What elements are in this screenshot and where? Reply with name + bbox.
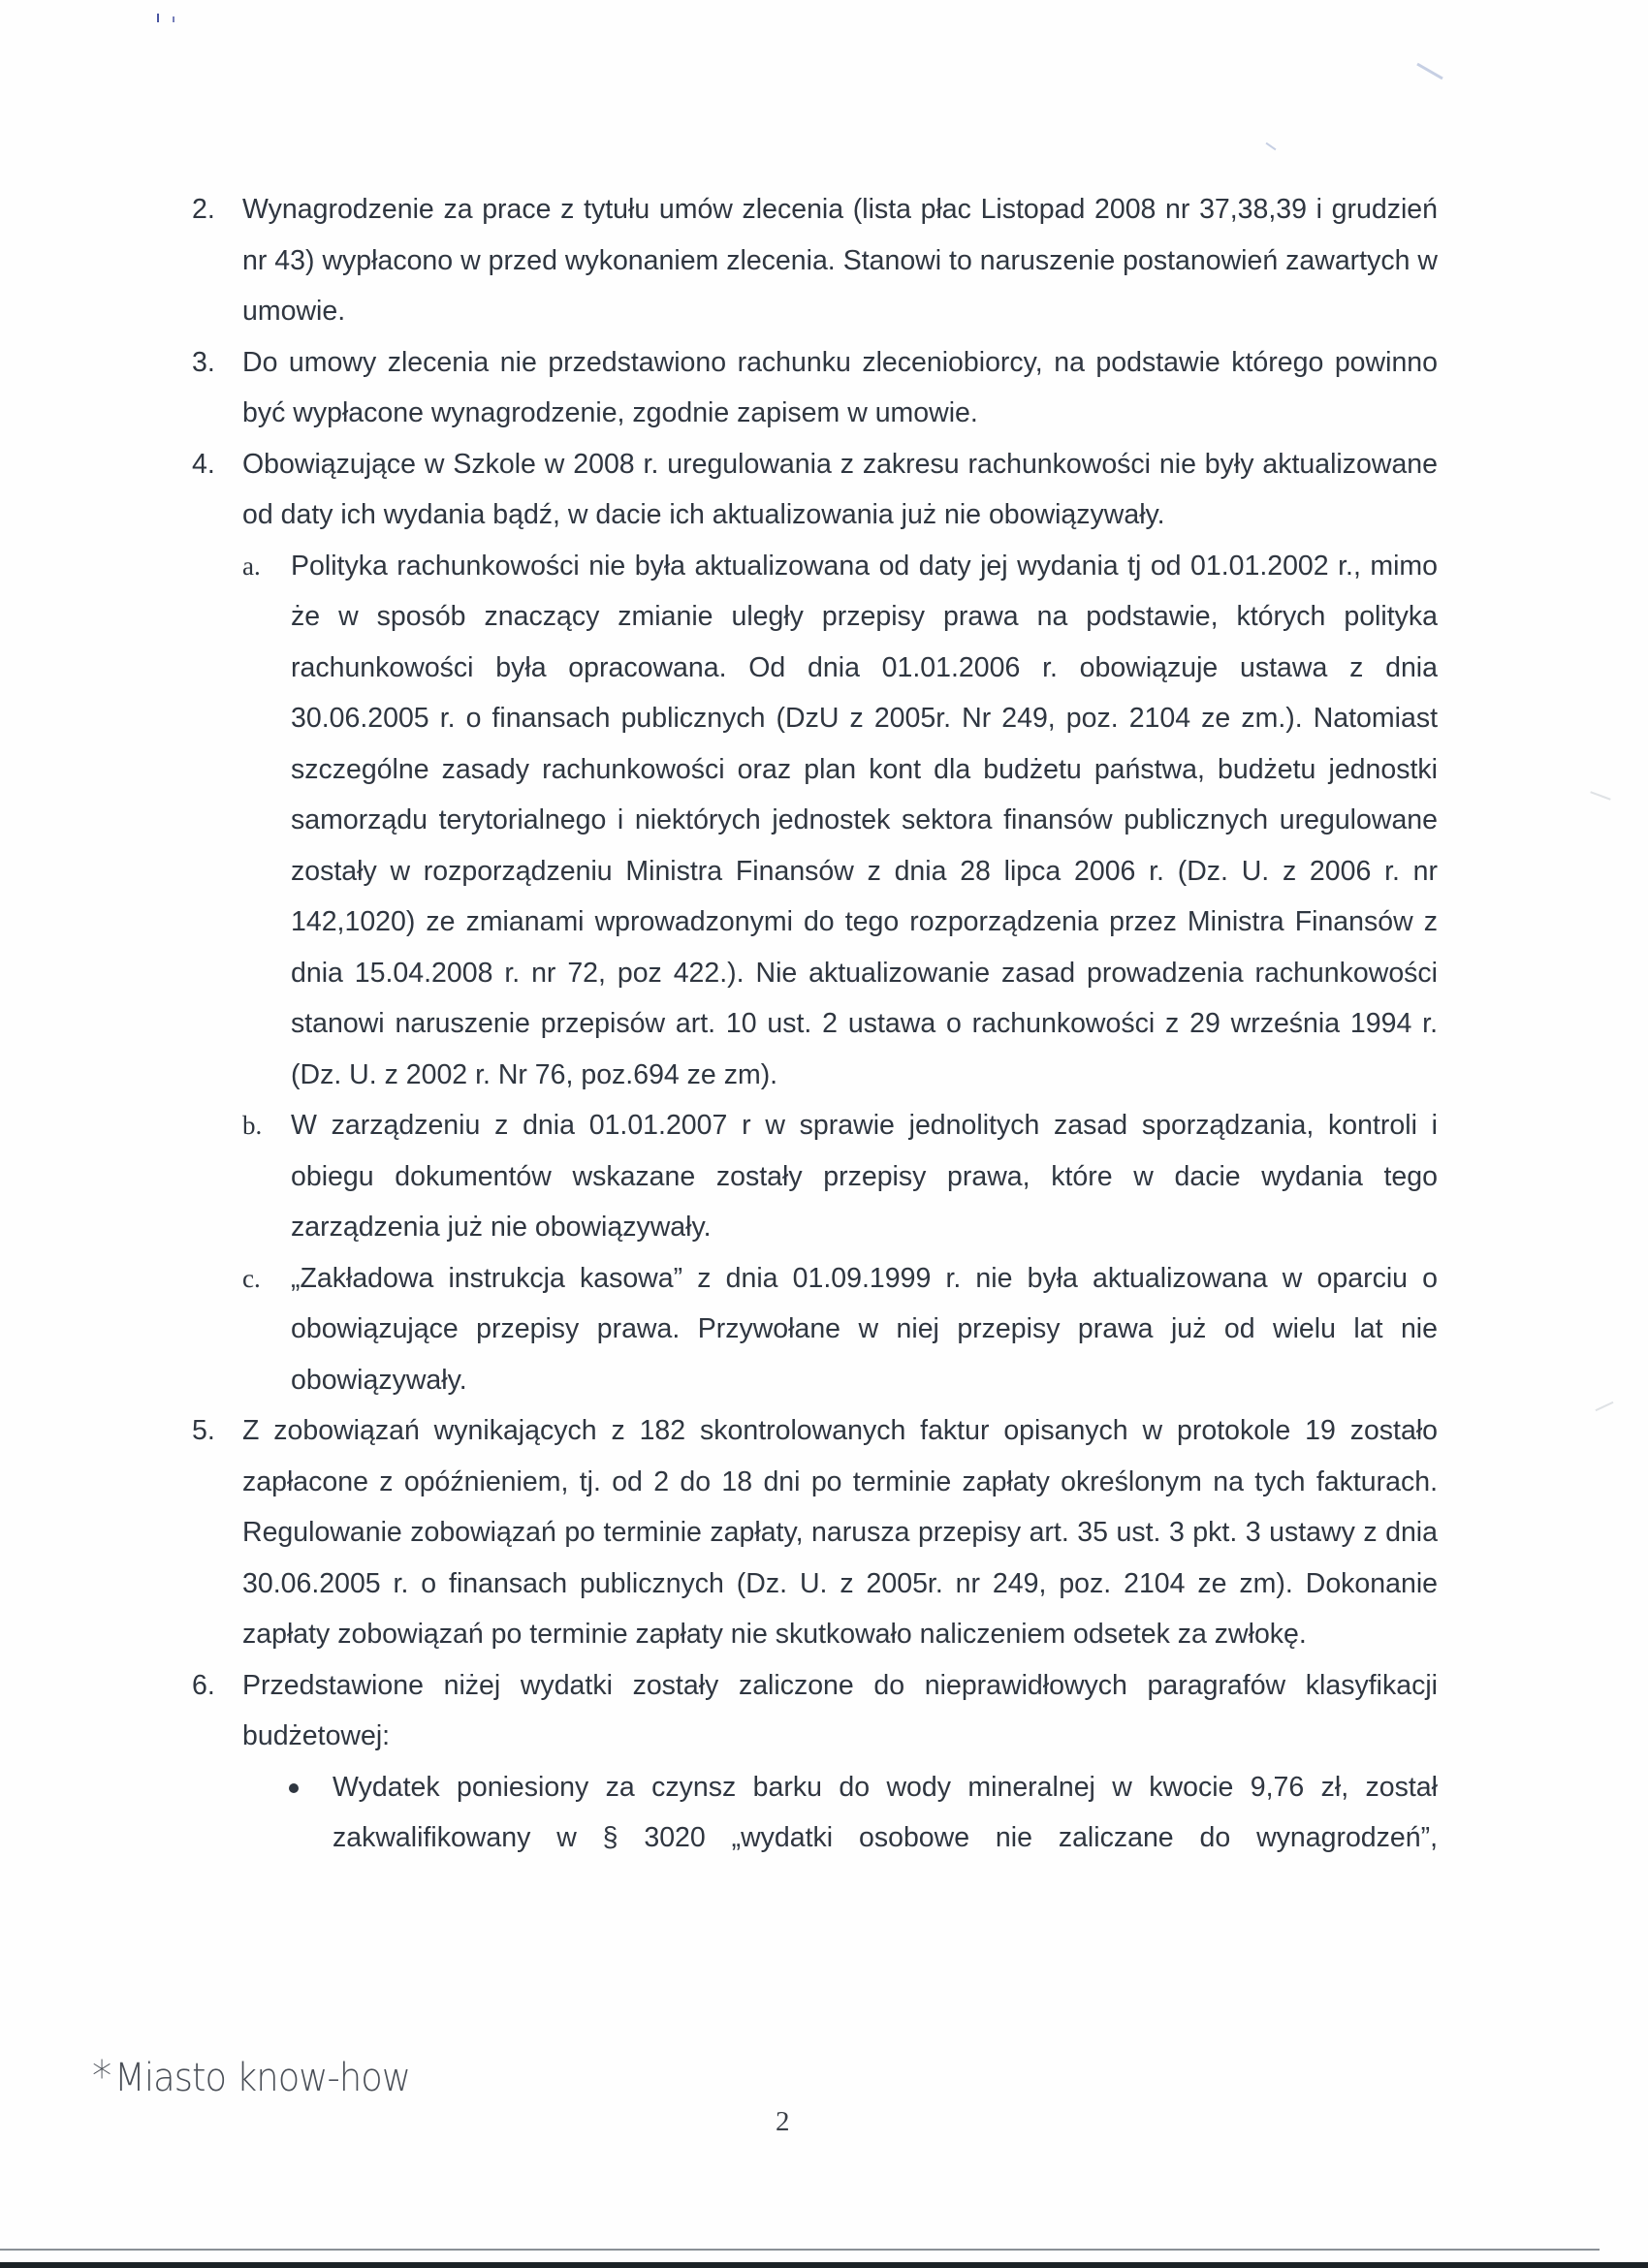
finding-item-5 <box>192 1405 1438 1660</box>
asterisk-icon: * <box>92 2052 111 2101</box>
item-number: 6. <box>192 1669 215 1701</box>
subitem-a <box>242 541 1438 1101</box>
item-text: Wynagrodzenie za prace z tytułu umów zlecenia (lista płac Listopad 2008 nr 37,38,39 i grudzień nr 43) wypłacono w przed wykonaniem zlecenia. Stanowi to naruszenie postanowień zawartych w umowie. <box>242 194 1438 327</box>
scan-speck <box>1266 142 1277 151</box>
scan-speck <box>173 16 174 22</box>
findings-list <box>192 184 1438 1762</box>
subitem-marker: c. <box>242 1263 261 1293</box>
bullet-item <box>282 1762 1438 1864</box>
subitem-c <box>242 1253 1438 1406</box>
subitem-text: „Zakładowa instrukcja kasowa” z dnia 01.09.1999 r. nie była aktualizowana w oparciu o obowiązujące przepisy prawa. Przywołane w niej przepisy prawa już od wielu lat nie obowiązywały. <box>291 1262 1438 1396</box>
finding-item-2 <box>192 184 1438 337</box>
subitem-marker: a. <box>242 551 261 581</box>
subitem-text: Polityka rachunkowości nie była aktualizowana od daty jej wydania tj od 01.01.2002 r., mimo że w sposób znaczący zmianie uległy przepisy prawa na podstawie, których polityka rachunkowości była opracowana. Od dnia 01.01.2006 r. obowiązuje ustawa z dnia 30.06.2005 r. o finansach publicznych (DzU z 2005r. Nr 249, poz. 2104 ze zm.). Natomiast szczególne zasady rachunkowości oraz plan kont dla budżetu państwa, budżetu jednostki samorządu terytorialnego i niektórych jednostek sektora finansów publicznych uregulowane zostały w rozporządzeniu Ministra Finansów z dnia 28 lipca 2006 r. (Dz. U. z 2006 r. nr 142,1020) ze zmianami wprowadzonymi do tego rozporządzenia przez Ministra Finansów z dnia 15.04.2008 r. nr 72, poz 422.). Nie aktualizowanie zasad prowadzenia rachunkowości stanowi naruszenie przepisów art. 10 ust. 2 ustawa o rachunkowości z 29 września 1994 r. (Dz. U. z 2002 r. Nr 76, poz.694 ze zm). <box>291 550 1438 1090</box>
scan-border-edge <box>0 2262 1648 2268</box>
page-number: 2 <box>776 2106 790 2137</box>
subitem-list <box>242 541 1438 1406</box>
subitem-text: W zarządzeniu z dnia 01.01.2007 r w sprawie jednolitych zasad sporządzania, kontroli i obiegu dokumentów wskazane zostały przepisy prawa, które w dacie wydania tego zarządzenia już nie obowiązywały. <box>291 1110 1438 1243</box>
subitem-marker: b. <box>242 1111 263 1140</box>
logo-text: Miasto know-how <box>114 2056 411 2100</box>
bullet-list <box>192 1762 1438 1864</box>
item-number: 2. <box>192 194 215 225</box>
scan-speck <box>1590 791 1610 800</box>
bullet-icon <box>289 1783 299 1793</box>
item-number: 3. <box>192 346 215 378</box>
subitem-b <box>242 1100 1438 1253</box>
item-number: 5. <box>192 1415 215 1446</box>
scan-speck <box>1416 63 1442 80</box>
footer-logo <box>92 2052 410 2101</box>
finding-item-6 <box>192 1660 1438 1762</box>
finding-item-4 <box>192 439 1438 1406</box>
scan-speck <box>1596 1402 1614 1411</box>
item-text: Z zobowiązań wynikających z 182 skontrolowanych faktur opisanych w protokole 19 zostało zapłacone z opóźnieniem, tj. od 2 do 18 dni po terminie zapłaty określonym na tych fakturach. Regulowanie zobowiązań po terminie zapłaty, narusza przepisy art. 35 ust. 3 pkt. 3 ustawy z dnia 30.06.2005 r. o finansach publicznych (Dz. U. z 2005r. nr 249, poz. 2104 ze zm). Dokonanie zapłaty zobowiązań po terminie zapłaty nie skutkowało naliczeniem odsetek za zwłokę. <box>242 1415 1438 1650</box>
bullet-text: Wydatek poniesiony za czynsz barku do wody mineralnej w kwocie 9,76 zł, został zakwalifikowany w § 3020 „wydatki osobowe nie zaliczane do wynagrodzeń”, <box>333 1771 1438 1853</box>
item-text: Obowiązujące w Szkole w 2008 r. uregulowania z zakresu rachunkowości nie były aktualizowane od daty ich wydania bądź, w dacie ich aktualizowania już nie obowiązywały. <box>242 448 1438 530</box>
scan-speck <box>157 14 159 22</box>
item-text: Do umowy zlecenia nie przedstawiono rachunku zleceniobiorcy, na podstawie którego powinno być wypłacone wynagrodzenie, zgodnie zapisem w umowie. <box>242 346 1438 428</box>
finding-item-3 <box>192 337 1438 439</box>
item-number: 4. <box>192 448 215 480</box>
document-body <box>192 184 1438 1864</box>
scan-border-line <box>0 2249 1600 2251</box>
item-text: Przedstawione niżej wydatki zostały zaliczone do nieprawidłowych paragrafów klasyfikacji budżetowej: <box>242 1669 1438 1751</box>
